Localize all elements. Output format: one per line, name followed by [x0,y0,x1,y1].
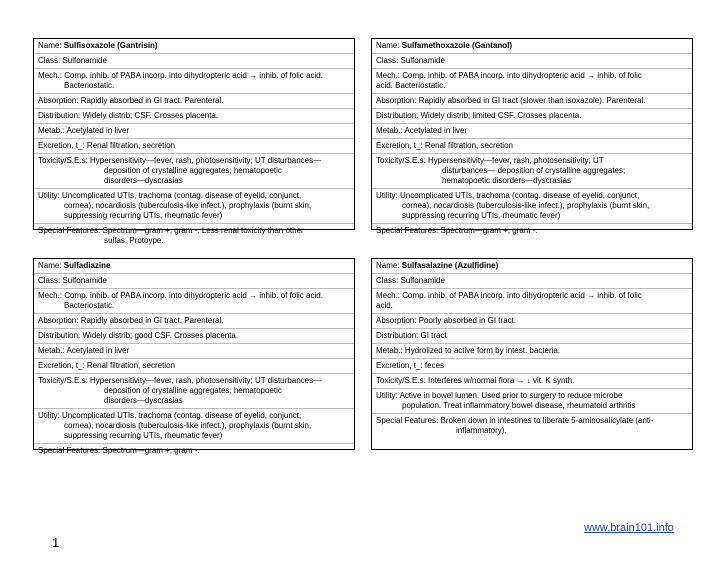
utility-row [372,389,692,414]
utility-row [34,409,354,444]
mech-row [372,69,692,94]
mech-value-cont: Bacteriostatic. [64,81,115,90]
toxicity-row [34,154,354,189]
toxicity-row [372,154,692,189]
toxicity-value-cont: hematopoetic disorders—dyscrasias [442,176,571,185]
special-label: Special Features: [38,226,101,235]
utility-value: Uncomplicated UTIs, trachoma (contag. disease of eyelid, conjunct, [62,411,302,420]
toxicity-value: Hypersensitivity—fever, rash, photosensitivity; UT [428,156,604,165]
name-row [34,39,354,54]
drug-name: Sulfadiazine [63,261,111,270]
utility-value: Active in bowel lumen. Used prior to surgery to reduce microbe [399,391,623,400]
absorption-row [34,314,354,329]
excretion-label: Excretion, t_: [376,141,423,150]
distribution-label: Distribution: [376,111,419,120]
absorption-value: Rapidly absorbed in GI tract. Parenteral. [80,316,224,325]
mech-row [34,69,354,94]
name-row [372,39,692,54]
excretion-row [372,139,692,154]
mech-label: Mech.: [376,71,401,80]
class-value: Sulfonamide [400,276,445,285]
special-value-cont: inflammatory). [456,426,507,435]
class-row [372,54,692,69]
special-label: Special Features: [376,416,439,425]
page-number: 1 [52,535,60,550]
mech-value: Comp. inhib. of PABA incorp. into dihydropteric acid → inhib. of folic acid. [64,71,323,80]
class-row [372,274,692,289]
toxicity-value: Interferes w/normal flora → ↓ vit. K synth. [428,376,575,385]
metab-value: Acetylated in liver [404,126,468,135]
metab-label: Metab.: [38,346,65,355]
special-row [34,224,354,248]
metab-label: Metab.: [376,346,403,355]
utility-label: Utility: [376,391,398,400]
class-label: Class: [38,276,61,285]
metab-row [34,344,354,359]
absorption-row [34,94,354,109]
utility-row [34,189,354,224]
special-value: Spectrum—gram +, gram -. Less renal toxicity than other [102,226,304,235]
absorption-value: Rapidly absorbed in GI tract. Parenteral. [80,96,224,105]
excretion-row [372,359,692,374]
name-label: Name: [376,261,400,270]
name-row [34,259,354,274]
toxicity-label: Toxicity/S.E.s: [376,156,426,165]
mech-label: Mech.: [376,291,401,300]
mech-value-cont: acid. [376,301,393,310]
utility-value-cont: cornea), nocardiosis (tuberculosis-like infect.), prophylaxis (burnt skin, [402,201,650,210]
excretion-label: Excretion, t_: [376,361,423,370]
toxicity-value-cont: disturbances— deposition of crystalline aggregates; [442,166,626,175]
utility-value-cont: suppressing recurring UTIs, rheumatic fever) [64,211,223,220]
excretion-label: Excretion, t_: [38,141,85,150]
metab-value: Hydrolized to active form by intest. bacteria. [404,346,561,355]
special-value: Spectrum—gram +, gram -. [440,226,538,235]
card-sulfasalazine [371,258,693,450]
special-row [372,224,692,238]
special-row [372,414,692,438]
absorption-row [372,314,692,329]
metab-row [372,344,692,359]
mech-value-cont: Bacteriostatic. [64,301,115,310]
card-sulfisoxazole [33,38,355,245]
utility-value-cont: population. Treat inflammatory bowel disease, rheumatoid arthritis [402,401,636,410]
toxicity-value-cont: disorders—dyscrasias [104,396,183,405]
excretion-row [34,139,354,154]
special-row [34,444,354,458]
class-label: Class: [376,56,399,65]
distribution-row [34,329,354,344]
toxicity-label: Toxicity/S.E.s: [38,376,88,385]
drug-name: Sulfisoxazole (Gantrisin) [63,41,158,50]
utility-value: Uncomplicated UTIs, trachoma (contag. disease of eyelid, conjunct, [62,191,302,200]
excretion-value: Renal filtration, secretion [86,361,175,370]
utility-value-cont: cornea), nocardiosis (tuberculosis-like infect.), prophylaxis (burnt skin, [64,201,312,210]
utility-label: Utility: [376,191,398,200]
excretion-label: Excretion, t_: [38,361,85,370]
distribution-label: Distribution: [376,331,419,340]
drug-name: Sulfasalazine (Azulfidine) [401,261,499,270]
distribution-value: Widely distrib; limited CSF. Crosses placenta. [420,111,582,120]
website-link[interactable]: www.brain101.info [584,522,674,534]
absorption-label: Absorption: [38,96,79,105]
class-label: Class: [38,56,61,65]
toxicity-value-cont: deposition of crystalline aggregates; hematopoetic [104,166,282,175]
utility-value: Uncomplicated UTIs, trachoma (contag. disease of eyelid, conjunct, [400,191,640,200]
drug-name: Sulfamethoxazole (Gantanol) [401,41,513,50]
absorption-label: Absorption: [376,96,417,105]
special-label: Special Features: [376,226,439,235]
utility-value-cont: suppressing recurring UTIs, rheumatic fever) [64,431,223,440]
excretion-value: Renal filtration, secretion [424,141,513,150]
toxicity-label: Toxicity/S.E.s: [376,376,426,385]
absorption-row [372,94,692,109]
special-label: Special Features: [38,446,101,455]
name-label: Name: [38,41,62,50]
name-row [372,259,692,274]
mech-row [372,289,692,314]
absorption-value: Rapidly absorbed in GI tract (slower than isoxazole). Parenteral. [418,96,646,105]
class-value: Sulfonamide [62,276,107,285]
special-value: Spectrum—gram +, gram -. [102,446,200,455]
mech-value: Comp. inhib. of PABA incorp. into dihydropteric acid → inhib. of folic [402,71,642,80]
class-label: Class: [376,276,399,285]
utility-label: Utility: [38,191,60,200]
excretion-row [34,359,354,374]
toxicity-label: Toxicity/S.E.s: [38,156,88,165]
mech-value: Comp. inhib. of PABA incorp. into dihydropteric acid → inhib. of folic acid. [64,291,323,300]
utility-label: Utility: [38,411,60,420]
distribution-value: Widely distrib; CSF. Crosses placenta. [82,111,219,120]
metab-label: Metab.: [38,126,65,135]
absorption-label: Absorption: [376,316,417,325]
class-row [34,54,354,69]
toxicity-value-cont: disorders—dyscrasias [104,176,183,185]
distribution-label: Distribution: [38,111,81,120]
toxicity-value: Hypersensitivity—fever, rash, photosensitivity; UT disturbances— [90,156,322,165]
mech-row [34,289,354,314]
distribution-row [372,329,692,344]
distribution-label: Distribution: [38,331,81,340]
name-label: Name: [38,261,62,270]
name-label: Name: [376,41,400,50]
mech-value: Comp. inhib. of PABA incorp. into dihydropteric acid → inhib. of folic [402,291,642,300]
class-value: Sulfonamide [400,56,445,65]
card-sulfadiazine [33,258,355,455]
metab-label: Metab.: [376,126,403,135]
card-sulfamethoxazole [371,38,693,235]
distribution-value: GI tract [420,331,447,340]
mech-label: Mech.: [38,71,63,80]
metab-row [34,124,354,139]
metab-value: Acetylated in liver [66,126,130,135]
excretion-value: Renal filtration, secretion [86,141,175,150]
mech-label: Mech.: [38,291,63,300]
toxicity-row [34,374,354,409]
distribution-row [372,109,692,124]
toxicity-row [372,374,692,389]
distribution-row [34,109,354,124]
special-value-cont: sulfas. Protoype. [104,236,164,245]
metab-row [372,124,692,139]
distribution-value: Widely distrib; good CSF. Crosses placenta. [82,331,239,340]
class-row [34,274,354,289]
utility-value-cont: cornea), nocardiosis (tuberculosis-like infect.), prophylaxis (burnt skin, [64,421,312,430]
absorption-label: Absorption: [38,316,79,325]
metab-value: Acetylated in liver [66,346,130,355]
absorption-value: Poorly absorbed in GI tract. [418,316,517,325]
utility-row [372,189,692,224]
utility-value-cont: suppressing recurring UTIs, rheumatic fever) [402,211,561,220]
toxicity-value: Hypersensitivity—fever, rash, photosensitivity; UT disturbances— [90,376,322,385]
class-value: Sulfonamide [62,56,107,65]
excretion-value: feces [424,361,445,370]
mech-value-cont: acid. Bacteriostatic. [376,81,446,90]
toxicity-value-cont: deposition of crystalline aggregates; hematopoetic [104,386,282,395]
special-value: Broken down in intestines to liberate 5-aminosalicylate (anti- [440,416,654,425]
